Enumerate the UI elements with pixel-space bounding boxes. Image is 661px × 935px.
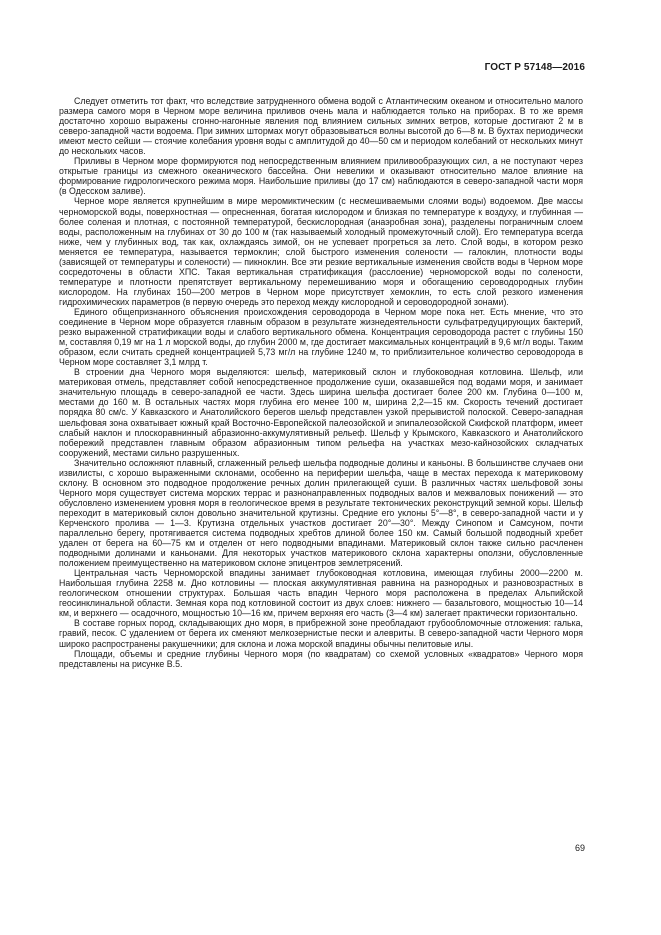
paragraph-figure-reference: Площади, объемы и средние глубины Черного моря (по квадратам) со схемой условных «квадратов» Черного моря представлены на рисунке В.5. [59, 648, 583, 669]
paragraph-tidal-forces: Приливы в Черном море формируются под непосредственным влиянием приливообразующих сил, а не поступают через открытые границы из смежного океанического бассейна. Они невелики и оказывают относительно малое влияние на формирование гидрологического режима моря. Наибольшие приливы (до 17 см) наблюдаются в северо-западной части моря (в Одесском заливе). [59, 156, 583, 197]
paragraph-shelf-relief: Значительно осложняют плавный, сглаженный рельеф шельфа подводные долины и каньоны. В большинстве случаев они извилисты, с хорошо выраженными склонами, особенно на периферии шельфа, чаще в местах перехода к материковому склону. В основном это подводное продолжение речных долин прилегающей суши. В различных частях шельфовой зоны Черного моря существует система морских террас и разнонаправленных подводных валов и межваловых понижений — это обусловлено изменением уровня моря в геологическое время в результате тектонических реконструкций земной коры. Шельф переходит в материковый склон довольно значительной крутизны. Средние его уклоны 5°—8°, в северо-западной части и у Керченского пролива — 1—3. Крутизна отдельных участков достигает 20°—30°. Между Синопом и Самсуном, почти параллельно берегу, протягивается система подводных хребтов длиной более 150 км. Самый большой подводный хребет удален от берега на 60—75 км и отделен от него подводными впадинами. Материковый склон также сильно расчленен подводными долинами и каньонами. Для некоторых участков материкового склона характерны оползни, обусловленные положением преимущественно на материковом склоне эпицентров землетрясений. [59, 457, 583, 569]
paragraph-seabed-structure: В строении дна Черного моря выделяются: шельф, материковый склон и глубоководная котловина. Шельф, или материковая отмель, представляет собой непосредственное продолжение суши, оказавшейся под водами моря, и занимает значительную площадь в северо-западной ее части. Здесь ширина шельфа достигает более 200 км. Глубина 0—100 м, местами до 160 м. В остальных частях моря глубина его менее 100 м, ширина 2,2—15 км. Скорость течений достигает порядка 80 см/с. У Кавказского и Анатолийского берегов шельф представлен узкой прерывистой полоской. Северо-западная шельфовая зона охватывает южный край Восточно-Европейской палеозойской и эпипалеозойской Скифской платформ, имеет слабый наклон и плоскоравнинный абразионно-аккумулятивный рельеф. Шельф у Крымского, Кавказского и Анатолийского побережий представлен главным образом абразионным типом рельефа на участках мезо-кайнозойских складчатых сооружений, местами сильно разрушенных. [59, 367, 583, 458]
paragraph-meromictic-layers: Черное море является крупнейшим в мире меромиктическим (с несмешиваемыми слоями воды) водоемом. Две массы черноморской воды, поверхностная — опресненная, богатая кислородом и близкая по температуре к воздуху, и глубинная — более соленая и плотная, с постоянной температурой, бескислородная (анаэробная зона), разделены пограничным слоем воды, расположенным на глубинах от 30 до 100 м (так называемый холодный промежуточный слой). Его температура всегда ниже, чем у глубинных вод, так как, охлаждаясь зимой, он не успевает прогреться за лето. Слой воды, в котором резко меняется ее температура, называется термоклин; слой быстрого изменения солености — галоклин, плотности воды (зависящей от температуры и солености) — пикноклин. Все эти резкие вертикальные изменения свойств воды в Черном море сосредоточены в области ХПС. Такая вертикальная стратификация (расслоение) черноморской воды по солености, температуре и плотности препятствует вертикальному перемешиванию моря и обогащению сероводородных глубин кислородом. На глубинах 150—200 метров в Черном море присутствует хемоклин, то есть слой резкого изменения гидрохимических параметров (в первую очередь это переход между кислородной и сероводородной зонами). [59, 196, 583, 307]
paragraph-tides-seiches: Следует отметить тот факт, что вследствие затрудненного обмена водой с Атлантическим океаном и относительно малого размера самого моря в Черном море величина приливов очень мала и наблюдается только на приборах. В то же время достаточно хорошо выражены сгонно-нагонные явления под влиянием сильных зимних ветров, которые достигают 2 м в северо-западной части водоема. При зимних штормах могут образовываться волны высотой до 6—8 м. В бухтах периодически имеют место сейши — стоячие колебания уровня воды с амплитудой до 40—50 см и периодом колебаний от нескольких минут до нескольких часов. [59, 96, 583, 157]
paragraph-deep-basin: Центральная часть Черноморской впадины занимает глубоководная котловина, имеющая глубины 2000—2200 м. Наибольшая глубина 2258 м. Дно котловины — плоская аккумулятивная равнина на разнородных и разновозрастных в геологическом отношении структурах. Большая часть впадин Черного моря расположена в пределах Альпийской геосинклинальной области. Земная кора под котловиной состоит из двух слоев: нижнего — базальтового, мощностью 10—14 км, и верхнего — осадочного, мощностью 10—16 км, причем верхняя его часть (3—4 км) залегает практически горизонтально. [59, 568, 583, 619]
document-standard-number: ГОСТ Р 57148—2016 [484, 62, 585, 73]
paragraph-sediments: В составе горных пород, складывающих дно моря, в прибрежной зоне преобладают грубообломочные отложения: галька, гравий, песок. С удалением от берега их сменяют мелкозернистые пески и алевриты. В северо-западной части Черного моря широко распространены ракушечники; для склона и ложа морской впадины обычны пелитовые илы. [59, 618, 583, 649]
document-body [59, 96, 583, 669]
page-number: 69 [574, 843, 585, 853]
paragraph-hydrogen-sulfide: Единого общепризнанного объяснения происхождения сероводорода в Черном море пока нет. Есть мнение, что это соединение в Черном море образуется главным образом в результате жизнедеятельности сульфатредуцирующих бактерий, резко выраженной стратификации воды и слабого вертикального обмена. Концентрация сероводорода растет с глубины 150 м, составляя 0,19 мг на 1 л морской воды, до глубин 2000 м, где достигает максимальных концентраций в 9,6 мг/л воды. Таким образом, если считать средней концентрацией 5,73 мг/л на глубине 1240 м, то приблизительное количество сероводорода в Черном море составляет 3,1 млрд т. [59, 306, 583, 368]
